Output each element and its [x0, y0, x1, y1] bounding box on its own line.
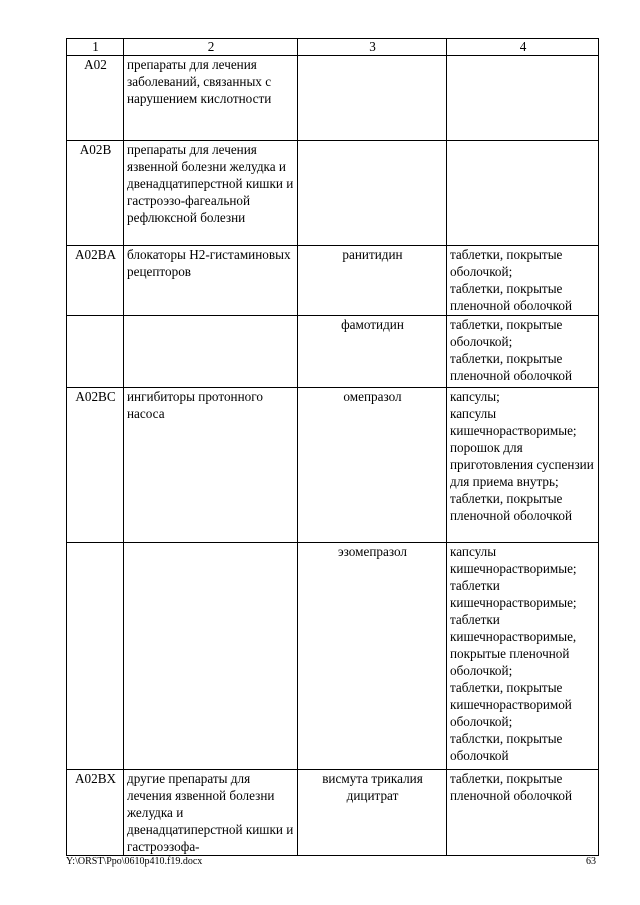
table-row-famotidine — [67, 316, 599, 388]
header-cell-1: 1 — [67, 39, 124, 56]
dosage-form-cell: таблетки, покрытые оболочкой; таблетки, покрытые пленочной оболочкой — [447, 246, 599, 316]
footer-file-path: Y:\ORST\Ppo\0610p410.f19.docx — [66, 856, 203, 867]
atc-code-cell: A02BA — [67, 246, 124, 316]
group-name-cell — [124, 316, 298, 388]
table-row-a02ba — [67, 246, 599, 316]
atc-code-cell: A02B — [67, 141, 124, 246]
table-row-a02bc — [67, 388, 599, 543]
inn-cell: эзомепразол — [298, 543, 447, 770]
dosage-form-cell: капсулы; капсулы кишечнорастворимые; порошок для приготовления суспензии для приема внутрь; таблетки, покрытые пленочной оболочкой — [447, 388, 599, 543]
table-row-a02 — [67, 56, 599, 141]
atc-code-cell: A02BX — [67, 770, 124, 856]
header-cell-3: 3 — [298, 39, 447, 56]
table-header-row — [67, 39, 599, 56]
atc-code-cell: A02 — [67, 56, 124, 141]
group-name-cell: блокаторы H2-гистаминовых рецепторов — [124, 246, 298, 316]
inn-cell — [298, 141, 447, 246]
dosage-form-cell — [447, 56, 599, 141]
inn-cell: омепразол — [298, 388, 447, 543]
page-number: 63 — [586, 856, 596, 867]
table-row-esomeprazole — [67, 543, 599, 770]
table-row-a02b — [67, 141, 599, 246]
group-name-cell: препараты для лечения язвенной болезни желудка и двенадцатиперстной кишки и гастроэзо-фагеальной рефлюксной болезни — [124, 141, 298, 246]
dosage-form-cell: таблетки, покрытые оболочкой; таблетки, покрытые пленочной оболочкой — [447, 316, 599, 388]
inn-cell: висмута трикалия дицитрат — [298, 770, 447, 856]
dosage-form-cell — [447, 141, 599, 246]
atc-code-cell — [67, 543, 124, 770]
atc-code-cell: A02BC — [67, 388, 124, 543]
drug-table — [66, 38, 599, 856]
dosage-form-cell: капсулы кишечнорастворимые; таблетки кишечнорастворимые; таблетки кишечнорастворимые, покрытые пленочной оболочкой; таблетки, покрытые кишечнорастворимой оболочкой; таблстки, покрытые оболочкой — [447, 543, 599, 770]
header-cell-4: 4 — [447, 39, 599, 56]
group-name-cell: другие препараты для лечения язвенной болезни желудка и двенадцатиперстной кишки и гастроэзофа- — [124, 770, 298, 856]
group-name-cell: ингибиторы протонного насоса — [124, 388, 298, 543]
inn-cell: фамотидин — [298, 316, 447, 388]
inn-cell: ранитидин — [298, 246, 447, 316]
inn-cell — [298, 56, 447, 141]
group-name-cell: препараты для лечения заболеваний, связанных с нарушением кислотности — [124, 56, 298, 141]
table-row-a02bx — [67, 770, 599, 856]
dosage-form-cell: таблетки, покрытые пленочной оболочкой — [447, 770, 599, 856]
atc-code-cell — [67, 316, 124, 388]
group-name-cell — [124, 543, 298, 770]
header-cell-2: 2 — [124, 39, 298, 56]
